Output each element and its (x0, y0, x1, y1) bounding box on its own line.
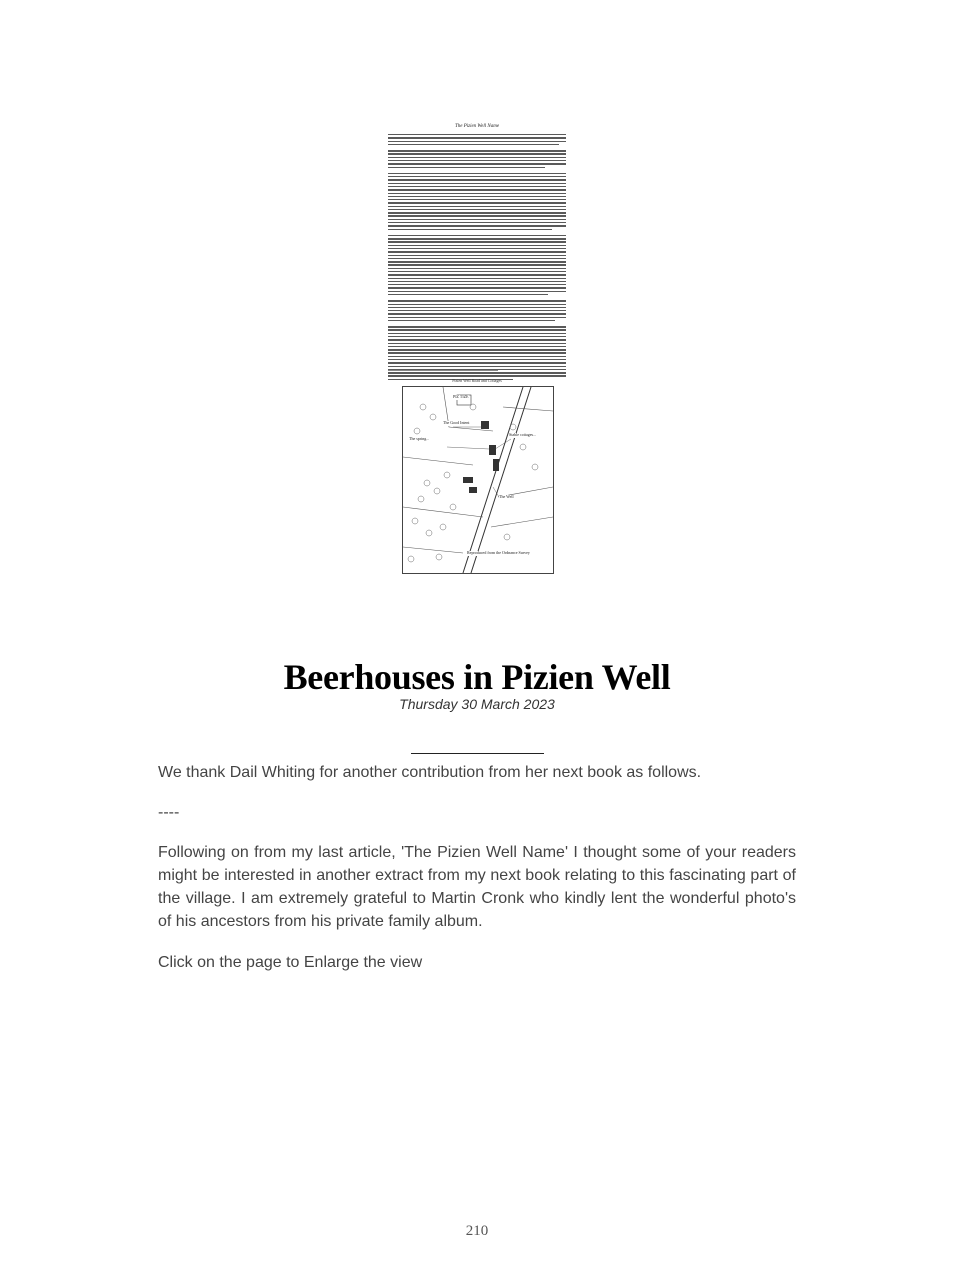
scan-text-line (388, 284, 566, 285)
scan-text-line (388, 278, 566, 279)
scan-text-line (388, 189, 566, 190)
scan-text-line (388, 258, 566, 259)
map-label-well: The Well (499, 494, 514, 499)
separator-paragraph: ---- (158, 804, 180, 821)
scan-text-line (388, 372, 566, 373)
scan-text-line (388, 196, 566, 197)
article-date: Thursday 30 March 2023 (399, 696, 555, 712)
scan-text-line (388, 336, 566, 337)
scan-text-line (388, 167, 545, 168)
village-map (402, 386, 554, 574)
scan-text-line (388, 150, 566, 151)
scan-text-line (388, 179, 566, 180)
scan-text-line (388, 176, 566, 177)
scan-text-line (388, 157, 566, 158)
scan-text-line (388, 287, 566, 288)
intro-paragraph: We thank Dail Whiting for another contribution from her next book as follows. (158, 764, 702, 781)
map-drawing (403, 387, 553, 573)
scan-text-line (388, 333, 566, 334)
scan-text-line (388, 153, 566, 154)
scan-text-line (388, 173, 566, 174)
scan-text-line (388, 375, 566, 376)
scan-text-line (388, 137, 566, 138)
scan-text-line (388, 144, 559, 145)
scan-text-line (388, 329, 566, 330)
scan-text-line (388, 134, 566, 135)
scan-text-line (388, 356, 566, 357)
scan-text-line (388, 206, 566, 207)
scan-text-line (388, 320, 555, 321)
scan-text-line (388, 238, 566, 239)
map-label-reproduced: Reproduced from the Ordnance Survey (467, 551, 537, 556)
map-label-spring: The spring... (409, 437, 463, 442)
scan-text-line (388, 359, 566, 360)
scan-text-line (388, 222, 566, 223)
scan-text-line (388, 274, 566, 275)
scan-footnote (388, 370, 498, 371)
scan-text-line (388, 163, 566, 164)
scan-heading: The Pizien Well Name (454, 124, 500, 129)
scan-text-line (388, 141, 566, 142)
scan-text-line (388, 300, 566, 301)
scan-text-line (388, 212, 566, 213)
scan-text-line (388, 264, 566, 265)
scan-text-line (388, 225, 566, 226)
scan-text-line (388, 248, 566, 249)
scanned-page-thumbnail[interactable] (386, 124, 568, 576)
scan-text-line (388, 235, 566, 236)
scan-text-line (388, 352, 566, 353)
scan-text-line (388, 193, 566, 194)
scan-text-line (388, 215, 566, 216)
map-label-cottages: Stable cottages... (509, 433, 549, 438)
scan-text-line (388, 349, 566, 350)
scan-text-line (388, 362, 566, 363)
scan-text-line (388, 281, 566, 282)
scan-text-line (388, 317, 566, 318)
scan-text-line (388, 346, 566, 347)
scan-text-line (388, 366, 566, 367)
scan-text-line (388, 255, 566, 256)
scan-text-line (388, 241, 566, 242)
scan-text-line (388, 209, 566, 210)
scan-text-line (388, 229, 552, 230)
map-label-good-intent: The Good Intent (443, 420, 470, 425)
scan-text-line (388, 268, 566, 269)
scan-body-text (388, 134, 566, 382)
scan-text-line (388, 186, 566, 187)
scan-text-line (388, 326, 566, 327)
scan-text-line (388, 310, 566, 311)
scan-map-caption: Pizien Well Road and Cottages (452, 378, 502, 383)
scan-text-line (388, 343, 566, 344)
scan-text-line (388, 183, 566, 184)
body-paragraph: Following on from my last article, 'The Pizien Well Name' I thought some of your readers might be interested in another extract from my next book relating to this fascinating part of the village. I am extremely grateful to Martin Cronk who kindly lent the wonderful photo's of his ancestors from his private family album. (158, 844, 796, 930)
scan-text-line (388, 304, 566, 305)
enlarge-hint: Click on the page to Enlarge the view (158, 954, 423, 971)
scan-text-line (388, 199, 566, 200)
scan-text-line (388, 271, 566, 272)
scan-text-line (388, 291, 566, 292)
page-number: 210 (465, 1223, 489, 1239)
map-label-village: PIZ TIZE (453, 394, 469, 399)
divider (411, 753, 544, 754)
scan-text-line (388, 160, 566, 161)
scan-text-line (388, 245, 566, 246)
scan-text-line (388, 307, 566, 308)
scan-text-line (388, 202, 566, 203)
scan-text-line (388, 261, 566, 262)
scan-text-line (388, 339, 566, 340)
article-title: Beerhouses in Pizien Well (283, 657, 671, 697)
scan-text-line (388, 251, 566, 252)
scan-text-line (388, 294, 548, 295)
scan-text-line (388, 313, 566, 314)
scan-text-line (388, 219, 566, 220)
